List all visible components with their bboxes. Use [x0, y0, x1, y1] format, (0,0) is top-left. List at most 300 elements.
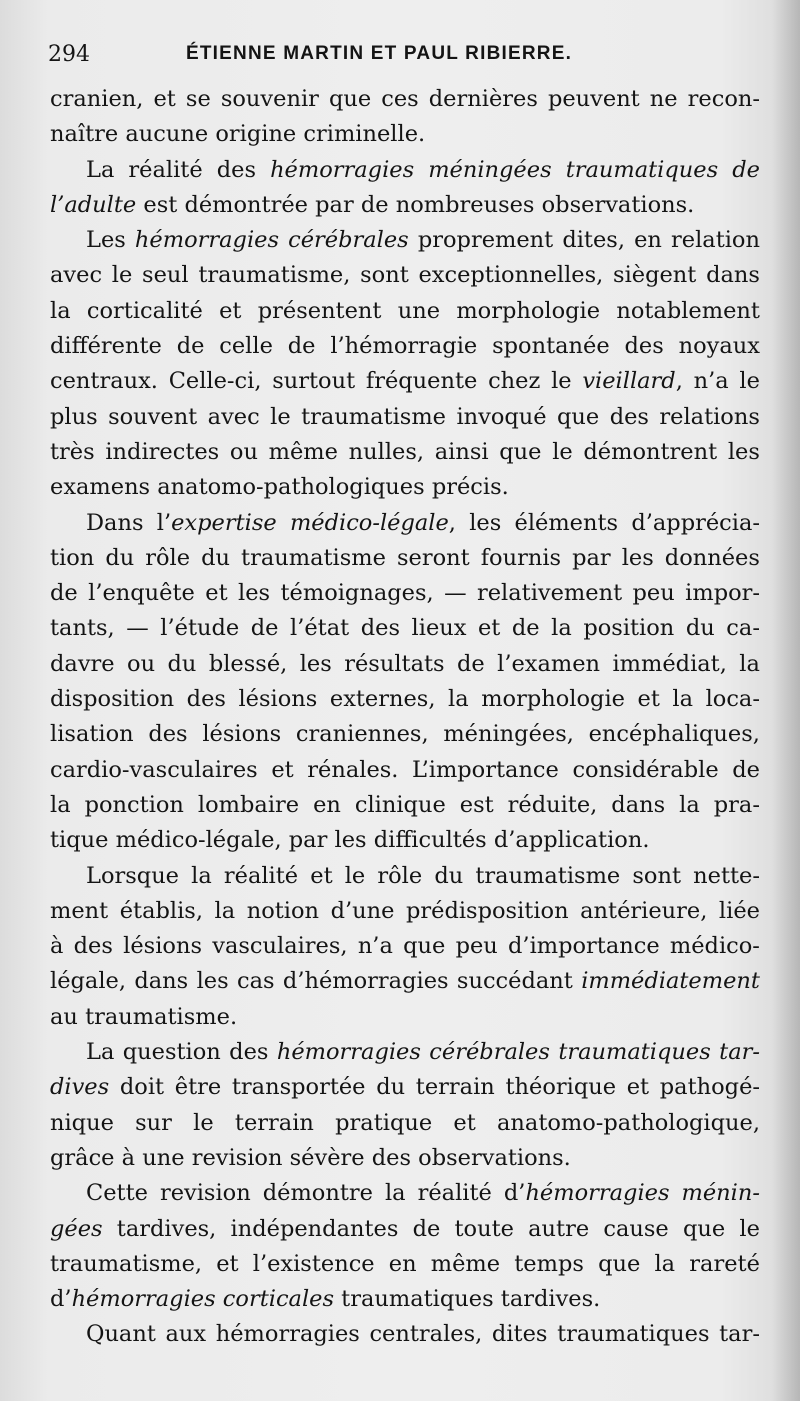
word [215, 894, 236, 929]
word [142, 258, 189, 293]
word [86, 859, 179, 894]
roman-text: au [50, 1003, 78, 1030]
roman-text: pra- [713, 791, 760, 818]
word [270, 400, 291, 435]
roman-text: du [201, 544, 231, 571]
roman-text: les [196, 968, 229, 995]
roman-text: des [371, 1144, 412, 1171]
word-space [208, 117, 215, 152]
text-line [50, 1247, 760, 1282]
word [50, 1282, 216, 1317]
word [50, 82, 143, 117]
word [432, 470, 509, 505]
word [728, 435, 760, 470]
text-line [50, 541, 760, 576]
roman-text: lésions [123, 933, 202, 960]
text-line [50, 435, 760, 470]
roman-text: souvent [108, 403, 198, 430]
word [456, 294, 600, 329]
word [50, 541, 94, 576]
roman-text: Dans [86, 509, 144, 536]
roman-text: sur [135, 1109, 172, 1136]
word [313, 788, 341, 823]
italic-text: hémorragies [71, 1286, 216, 1313]
word [583, 435, 717, 470]
text-line [50, 647, 760, 682]
word [501, 1282, 601, 1317]
roman-text: la [654, 1250, 676, 1277]
word [358, 929, 393, 964]
roman-text: cause [603, 1215, 669, 1242]
roman-text: clinique [354, 791, 446, 818]
word [50, 470, 150, 505]
roman-text: à [50, 933, 64, 960]
word [665, 541, 760, 576]
roman-text: de [287, 333, 316, 360]
word [126, 611, 149, 646]
word [168, 647, 197, 682]
roman-text: anatomo-pathologiques [157, 474, 425, 501]
word [719, 1035, 760, 1070]
word [612, 647, 726, 682]
word [307, 753, 398, 788]
roman-text: des [186, 686, 226, 713]
roman-text: traumatisme, [50, 1250, 203, 1277]
word [112, 258, 133, 293]
italic-text: hémorragies [525, 1180, 670, 1207]
word [566, 153, 718, 188]
word [377, 859, 422, 894]
word [329, 82, 371, 117]
roman-text: invoqué [456, 403, 547, 430]
roman-text: le [739, 1215, 760, 1242]
word [74, 929, 113, 964]
roman-text: le [739, 368, 760, 395]
word [50, 647, 115, 682]
italic-text: méningées [428, 156, 552, 183]
roman-text: seront [396, 544, 470, 571]
word [296, 717, 429, 752]
word [105, 541, 134, 576]
italic-text: cérébrales [429, 1039, 550, 1066]
word [241, 541, 386, 576]
roman-text: recon- [687, 86, 760, 112]
word [603, 1212, 668, 1247]
roman-text: ainsi [434, 438, 489, 465]
text-line [50, 1317, 760, 1352]
word [688, 82, 760, 117]
word [50, 717, 134, 752]
roman-text: relation [671, 227, 760, 254]
word [215, 117, 296, 152]
italic-text: tar- [719, 1039, 760, 1066]
word [372, 1141, 411, 1176]
word [492, 329, 610, 364]
word [142, 1141, 184, 1176]
word [335, 1106, 432, 1141]
roman-text: position [583, 615, 675, 642]
roman-text: la [50, 791, 71, 818]
word [381, 82, 418, 117]
word [460, 788, 494, 823]
roman-text: de [457, 650, 485, 677]
roman-text: davre [50, 650, 115, 677]
word [232, 1070, 366, 1105]
word [169, 364, 262, 399]
roman-text: l’examen [497, 650, 601, 677]
roman-text: proprement [417, 227, 554, 254]
roman-text: criminelle. [303, 121, 426, 148]
word [686, 611, 715, 646]
word [719, 894, 760, 929]
roman-text: examens [50, 474, 151, 501]
roman-text: le [551, 368, 572, 395]
roman-text: cardio-vasculaires [50, 756, 258, 783]
word [208, 400, 260, 435]
word [88, 576, 195, 611]
roman-text: d’une [330, 897, 395, 924]
word [355, 788, 446, 823]
roman-text: la [214, 897, 236, 924]
roman-text: question [122, 1039, 221, 1066]
word [86, 153, 114, 188]
roman-text: nique [50, 1109, 114, 1136]
roman-text: dans [134, 968, 189, 995]
word [499, 435, 541, 470]
word-space [367, 823, 374, 858]
roman-text: différente [50, 333, 162, 360]
text-line [50, 1035, 760, 1070]
word [429, 82, 538, 117]
word [431, 1247, 500, 1282]
word-space [334, 1282, 341, 1317]
word [247, 894, 319, 929]
word [671, 223, 760, 258]
word [303, 117, 425, 152]
roman-text: anatomo-pathologique, [497, 1109, 760, 1136]
roman-text: théorique [505, 1074, 617, 1101]
word-space [389, 188, 396, 223]
word-space [354, 188, 361, 223]
text-line [50, 682, 760, 717]
roman-text: Lorsque [86, 862, 179, 889]
word [50, 964, 126, 999]
word [448, 682, 469, 717]
word [361, 611, 400, 646]
word [341, 1282, 493, 1317]
word [456, 400, 546, 435]
roman-text: que [682, 1215, 726, 1242]
roman-text: réalité [128, 156, 203, 183]
word [187, 682, 226, 717]
roman-text: difficultés [373, 827, 487, 854]
roman-text: de [176, 333, 205, 360]
roman-text: d’ [503, 1180, 526, 1207]
word [50, 258, 102, 293]
italic-text: ménin- [681, 1180, 760, 1207]
roman-text: démontrée [184, 191, 308, 218]
word-space [282, 823, 289, 858]
roman-text: témoignages, [280, 580, 434, 607]
word [235, 1106, 314, 1141]
word [481, 682, 625, 717]
roman-text: en [634, 227, 662, 254]
roman-text: par [572, 544, 611, 571]
roman-text: médico-légale, [115, 827, 282, 854]
roman-text: la [448, 686, 469, 713]
roman-text: très [50, 438, 95, 465]
roman-text: avec [207, 403, 260, 430]
word [469, 506, 501, 541]
roman-text: , [675, 368, 683, 395]
word-space [185, 1141, 192, 1176]
word [198, 788, 299, 823]
roman-text: les [727, 438, 760, 465]
roman-text: relations [659, 403, 760, 430]
word [552, 435, 573, 470]
roman-text: succédant [456, 968, 573, 995]
italic-text: immédiatement [581, 968, 760, 995]
page-number: 294 [48, 42, 90, 67]
italic-text: de [732, 156, 760, 183]
roman-text: et [205, 580, 228, 607]
roman-text: peu [455, 933, 498, 960]
word [683, 1212, 725, 1247]
text-line [50, 1070, 760, 1105]
word [497, 647, 600, 682]
word [478, 611, 500, 646]
roman-text: du [105, 544, 135, 571]
word [572, 753, 718, 788]
word [542, 188, 695, 223]
word [551, 364, 572, 399]
word [528, 1212, 589, 1247]
roman-text: traumatiques [341, 1286, 494, 1313]
word [86, 223, 126, 258]
word [508, 788, 598, 823]
roman-text: morphologie [481, 686, 625, 713]
word [290, 1141, 365, 1176]
body-text [50, 82, 760, 1353]
roman-text: indirectes [105, 438, 220, 465]
roman-text: Les [86, 227, 126, 254]
word [50, 823, 108, 858]
roman-text: l’étude [160, 615, 240, 642]
word [714, 788, 760, 823]
word [396, 188, 535, 223]
roman-text: prédisposition [405, 897, 569, 924]
roman-text: des [216, 156, 256, 183]
text-line [50, 1212, 760, 1247]
word [632, 859, 681, 894]
word [153, 82, 175, 117]
roman-text: encéphaliques, [588, 721, 760, 748]
word [50, 329, 162, 364]
word [435, 435, 489, 470]
word [86, 1176, 148, 1211]
word [682, 1176, 760, 1211]
roman-text: chez [488, 368, 541, 395]
roman-text: peuvent [547, 86, 640, 112]
word [369, 1317, 482, 1352]
roman-text: antérieure, [580, 897, 708, 924]
roman-text: externes, [329, 686, 436, 713]
roman-text: relativement [476, 580, 623, 607]
roman-text: résultats [344, 650, 445, 677]
roman-text: fréquente [365, 368, 478, 395]
roman-text: données [664, 544, 760, 571]
roman-text: disposition [50, 686, 175, 713]
roman-text: du [167, 650, 197, 677]
roman-text: la [739, 650, 760, 677]
word [631, 506, 760, 541]
word [558, 1035, 710, 1070]
roman-text: et [626, 1074, 650, 1101]
roman-text: et [310, 862, 333, 889]
word [50, 1000, 78, 1035]
word [270, 153, 414, 188]
roman-text: aucune [125, 121, 209, 148]
word [685, 576, 760, 611]
roman-text: naître [50, 121, 119, 148]
word [86, 1317, 156, 1352]
roman-text: est [459, 791, 494, 818]
text-line [50, 188, 760, 223]
word [288, 223, 409, 258]
word [315, 188, 354, 223]
roman-text: toute [454, 1215, 514, 1242]
roman-text: lisation [50, 721, 134, 748]
roman-text: l’enquête [88, 580, 195, 607]
word [50, 753, 258, 788]
roman-text: les [334, 827, 367, 854]
roman-text: lésions [202, 721, 282, 748]
word [719, 1317, 760, 1352]
word [120, 894, 203, 929]
word [50, 117, 118, 152]
word [457, 647, 485, 682]
word [660, 1070, 760, 1105]
roman-text: Quant [86, 1321, 156, 1348]
text-line [50, 223, 760, 258]
word [548, 82, 640, 117]
word [290, 611, 349, 646]
roman-text: tardives. [500, 1286, 601, 1313]
roman-text: par [315, 191, 354, 218]
text-line [50, 576, 760, 611]
roman-text: revision [159, 1180, 251, 1207]
roman-text: loca- [705, 686, 760, 713]
roman-text: morphologie [456, 297, 601, 324]
roman-text: peu [632, 580, 675, 607]
roman-text: tar- [719, 1321, 760, 1348]
italic-text: hémorragies [270, 156, 415, 183]
word [85, 788, 184, 823]
roman-text: sévère [289, 1144, 365, 1171]
word [193, 1106, 214, 1141]
roman-text: le [344, 862, 366, 889]
word [582, 364, 683, 399]
word [581, 964, 760, 999]
word [706, 258, 760, 293]
roman-text: établis, [119, 897, 203, 924]
word [672, 682, 693, 717]
roman-text: ces [381, 86, 419, 112]
roman-text: notablement [616, 297, 760, 324]
word [230, 435, 258, 470]
word [330, 329, 477, 364]
italic-text: traumatiques [558, 1039, 711, 1066]
roman-text: — [126, 615, 149, 642]
word [557, 400, 599, 435]
word [512, 611, 540, 646]
text-line [50, 788, 760, 823]
roman-text: que [598, 1250, 641, 1277]
roman-text: du [685, 615, 715, 642]
word [627, 1070, 649, 1105]
roman-text: avec [50, 262, 103, 289]
roman-text: que [499, 438, 542, 465]
roman-text: noyaux [678, 333, 760, 360]
roman-text: de [511, 615, 540, 642]
word [361, 188, 389, 223]
word [335, 823, 367, 858]
word [50, 435, 95, 470]
roman-text: rénales. [307, 756, 399, 783]
word [625, 329, 664, 364]
roman-text: ne [649, 86, 678, 112]
roman-text: le [270, 403, 291, 430]
roman-text: la [50, 297, 71, 324]
italic-text: hémorragies [134, 227, 279, 254]
roman-text: siègent [613, 262, 697, 289]
roman-text: indépendantes [230, 1215, 399, 1242]
roman-text: hémorragies [215, 1321, 360, 1348]
word [514, 1247, 584, 1282]
roman-text: ca- [726, 615, 760, 642]
word [413, 1212, 441, 1247]
word [650, 82, 678, 117]
word [633, 576, 675, 611]
word-space [411, 1141, 418, 1176]
word [117, 1212, 217, 1247]
word [457, 964, 573, 999]
word [515, 506, 619, 541]
roman-text: de [250, 615, 279, 642]
word [201, 541, 230, 576]
roman-text: les [238, 580, 271, 607]
word [344, 647, 444, 682]
word [551, 611, 572, 646]
word [492, 1317, 548, 1352]
word [397, 541, 470, 576]
word [613, 258, 696, 293]
roman-text: que [403, 933, 446, 960]
word [429, 1035, 550, 1070]
roman-text: grâce [50, 1144, 115, 1171]
roman-text: des [148, 721, 188, 748]
roman-text: nombreuses [395, 191, 535, 218]
word [562, 223, 625, 258]
roman-text: n’a [693, 368, 729, 395]
roman-text: cas [237, 968, 275, 995]
roman-text: tique [50, 827, 109, 854]
word [50, 364, 158, 399]
roman-text: dites [491, 1321, 548, 1348]
word [50, 400, 98, 435]
roman-text: — [444, 580, 467, 607]
word [739, 647, 760, 682]
